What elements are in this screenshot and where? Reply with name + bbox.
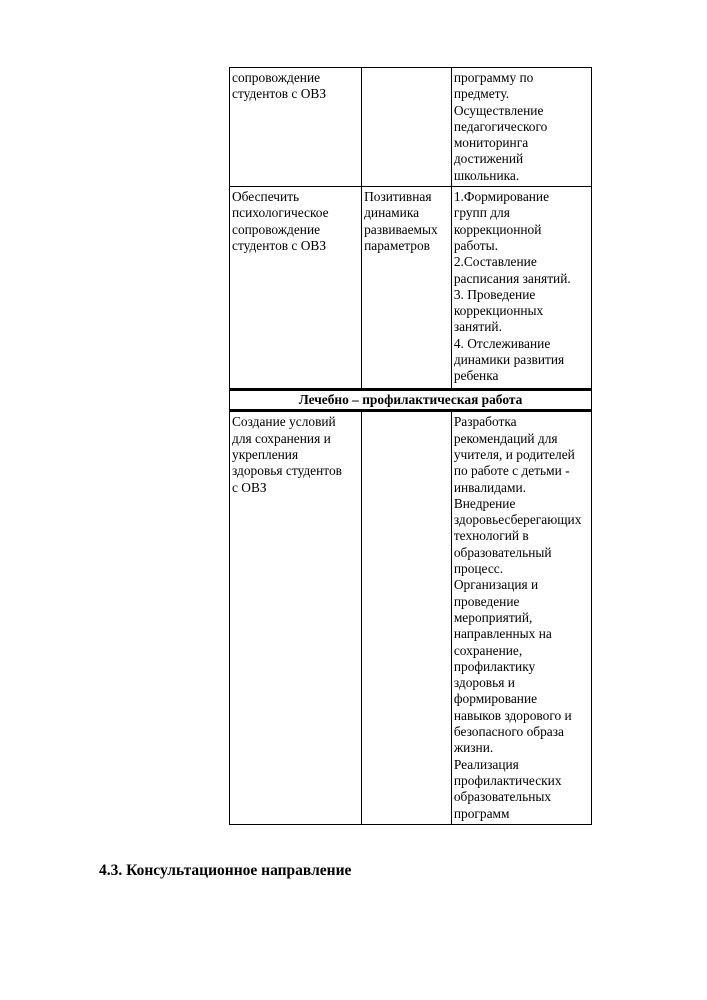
result-cell [362, 68, 452, 187]
cell-text-line: сопровождение [232, 70, 321, 85]
cell-text-line: программу по [453, 70, 534, 85]
cell-text-line: здоровья студентов [232, 463, 342, 479]
cell-text-line: психологическое [232, 205, 329, 221]
cell-text-line: процесс. [453, 561, 504, 577]
cell-text-line: студентов с ОВЗ [232, 237, 327, 253]
cell-text-line: учителя, и родителей [453, 446, 575, 462]
cell-text-line: для сохранения и [232, 430, 331, 446]
cell-text-line: Создание условий [232, 414, 336, 430]
cell-text-line: проведение [453, 593, 520, 609]
cell-text-line: жизни. [453, 740, 494, 756]
activities-cell [451, 411, 591, 825]
cell-text-line: коррекционных [453, 303, 544, 319]
cell-text-line: безопасного образа [453, 724, 564, 740]
cell-text-line: предмету. [453, 86, 510, 102]
cell-text-line: мониторинга [453, 135, 529, 151]
cell-text-line: профилактических [453, 772, 562, 788]
cell-text-line: с ОВЗ [232, 479, 267, 495]
cell-text-line: студентов с ОВЗ [232, 86, 327, 102]
cell-text-line: школьника. [453, 167, 520, 183]
table-row [230, 68, 592, 187]
cell-text-line: Внедрение [453, 495, 516, 511]
cell-text-line: образовательный [453, 544, 552, 560]
cell-text-line: технологий в [453, 528, 529, 544]
cell-text-line: сопровождение [232, 221, 321, 237]
cell-text-line: групп для [453, 205, 510, 221]
plan-table [229, 67, 592, 825]
cell-text-line: программ [453, 805, 510, 821]
cell-text-line: инвалидами. [453, 479, 526, 495]
cell-text-line: педагогического [453, 118, 548, 134]
cell-text-line: расписания занятий. [453, 270, 571, 286]
cell-text-line: формирование [453, 691, 538, 707]
cell-text-line: развиваемых [364, 221, 438, 237]
cell-text-line: достижений [453, 151, 524, 167]
cell-text-line: мероприятий, [453, 609, 533, 625]
cell-text-line: работы. [453, 237, 498, 253]
cell-text-line: рекомендаций для [453, 430, 558, 446]
cell-text-line: Обеспечить [232, 189, 300, 205]
cell-text-line: Разработка [453, 414, 517, 430]
cell-text-line: Позитивная [364, 189, 432, 205]
cell-text-line: здоровьесберегающих [453, 512, 582, 528]
task-cell [230, 68, 362, 187]
result-cell [362, 411, 452, 825]
section-row [230, 390, 592, 411]
section-title: Лечебно – профилактическая работа [230, 390, 592, 411]
activities-cell [451, 187, 591, 390]
cell-text-line: коррекционной [453, 221, 542, 237]
cell-text-line: 4. Отслеживание [453, 335, 551, 351]
cell-text-line: динамика [364, 205, 420, 221]
cell-text-line: сохранение, [453, 642, 523, 658]
cell-text-line: укрепления [232, 446, 299, 462]
cell-text-line: Осуществление [453, 102, 544, 118]
result-cell [362, 187, 452, 390]
cell-text-line: занятий. [453, 319, 502, 335]
cell-text-line: образовательных [453, 789, 552, 805]
cell-text-line: динамики развития [453, 352, 565, 368]
cell-text-line: по работе с детьми - [453, 463, 570, 479]
cell-text-line: навыков здорового и [453, 707, 572, 723]
task-cell [230, 187, 362, 390]
cell-text-line: здоровья и [453, 675, 515, 691]
cell-text-line: направленных на [453, 626, 552, 642]
cell-text-line: параметров [364, 237, 430, 253]
cell-text-line: 1.Формирование [453, 189, 550, 205]
table-row [230, 411, 592, 825]
cell-text-line: 3. Проведение [453, 286, 536, 302]
cell-text-line: профилактику [453, 658, 536, 674]
cell-text-line: Организация и [453, 577, 539, 593]
cell-text-line: ребенка [453, 368, 499, 384]
task-cell [230, 411, 362, 825]
activities-cell [451, 68, 591, 187]
cell-text-line: 2.Составление [453, 254, 537, 270]
section-heading: 4.3. Консультационное направление [99, 862, 352, 879]
table-row [230, 187, 592, 390]
cell-text-line: Реализация [453, 756, 519, 772]
